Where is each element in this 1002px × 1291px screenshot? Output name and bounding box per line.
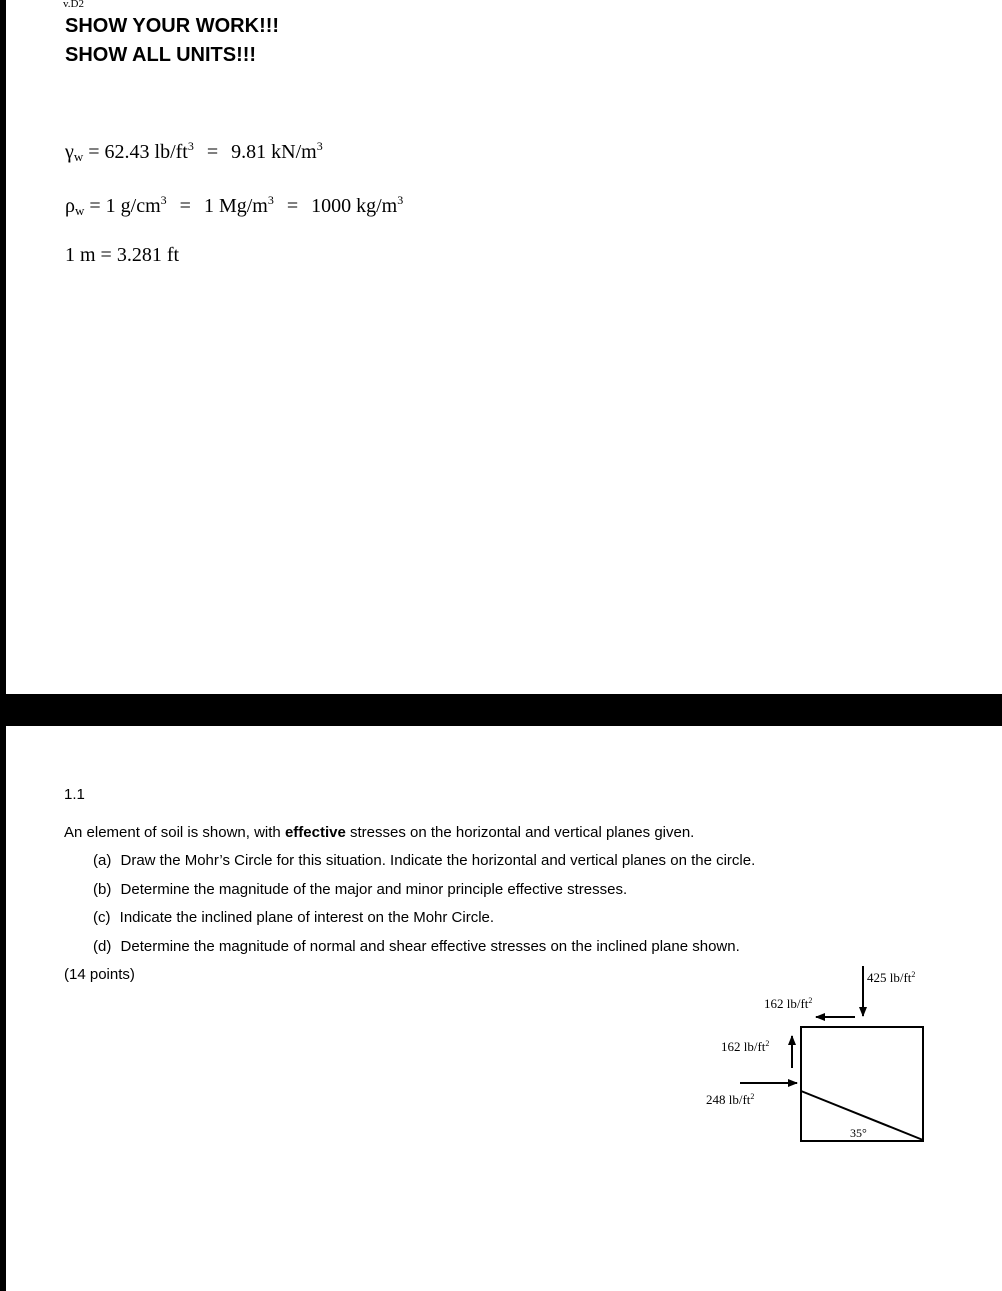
- intro-text: An element of soil is shown, with: [64, 824, 285, 841]
- part-tag: (a): [93, 852, 112, 869]
- part-tag: (b): [93, 880, 112, 898]
- list-item: [93, 909, 755, 938]
- rho-subscript: w: [74, 203, 85, 218]
- equals-sign: =: [286, 195, 299, 217]
- page-2: [6, 726, 1002, 1291]
- gamma-symbol: γ: [65, 141, 74, 163]
- gamma-subscript: w: [73, 149, 84, 164]
- equals-sign: =: [206, 141, 219, 163]
- angle-label: 35°: [850, 1126, 867, 1140]
- exponent: 3: [316, 139, 323, 153]
- density-equation: [65, 195, 403, 219]
- horizontal-stress-label: 248 $lb/ft^2$: [706, 1092, 755, 1107]
- question-intro: [64, 824, 694, 841]
- intro-emphasis: effective: [284, 824, 346, 841]
- equals-sign: =: [89, 195, 101, 217]
- question-number: 1.1: [64, 786, 85, 803]
- part-text: Determine the magnitude of the major and minor principle effective stresses.: [120, 880, 628, 898]
- exponent: 3: [187, 139, 194, 153]
- list-item: [93, 881, 755, 910]
- exponent: 3: [267, 193, 274, 207]
- gamma-value: 62.43 lb/ft: [104, 141, 188, 163]
- vertical-stress-label: 425 $lb/ft^2$: [867, 970, 916, 985]
- part-tag: (c): [93, 909, 111, 927]
- instruction-heading-units: SHOW ALL UNITS!!!: [65, 44, 257, 66]
- length-conversion: 1 m = 3.281 ft: [65, 244, 180, 266]
- list-item: [93, 852, 755, 881]
- version-label: v.D2: [63, 0, 84, 10]
- rho-equivalent-mg: 1 Mg/m: [203, 195, 268, 217]
- equals-sign: =: [179, 195, 191, 217]
- side-shear-label: 162 $lb/ft^2$: [721, 1039, 770, 1054]
- exponent: 3: [397, 193, 404, 207]
- intro-text-end: stresses on the horizontal and vertical planes given.: [345, 824, 695, 841]
- list-item: [93, 938, 755, 967]
- rho-symbol: ρ: [65, 195, 75, 217]
- part-text: Draw the Mohr’s Circle for this situation. Indicate the horizontal and vertical planes on the circle.: [120, 852, 756, 869]
- part-text: Indicate the inclined plane of interest on the Mohr Circle.: [119, 909, 495, 927]
- part-tag: (d): [93, 938, 112, 956]
- instruction-heading-work: SHOW YOUR WORK!!!: [65, 15, 280, 37]
- rho-value: 1 g/cm: [105, 195, 161, 217]
- question-parts-list: [93, 852, 755, 967]
- page-1: [6, 0, 1002, 694]
- soil-element-diagram: [692, 962, 942, 1147]
- unit-weight-equation: [65, 141, 323, 165]
- part-text: Determine the magnitude of normal and shear effective stresses on the inclined plane shown.: [120, 938, 740, 956]
- points-label: (14 points): [64, 966, 135, 983]
- top-shear-label: 162 $lb/ft^2$: [764, 996, 813, 1011]
- equals-sign: =: [88, 141, 100, 163]
- exponent: 3: [160, 193, 167, 207]
- rho-equivalent-kg: 1000 kg/m: [311, 195, 398, 217]
- gamma-equivalent: 9.81 kN/m: [231, 141, 317, 163]
- soil-element: [801, 1027, 923, 1141]
